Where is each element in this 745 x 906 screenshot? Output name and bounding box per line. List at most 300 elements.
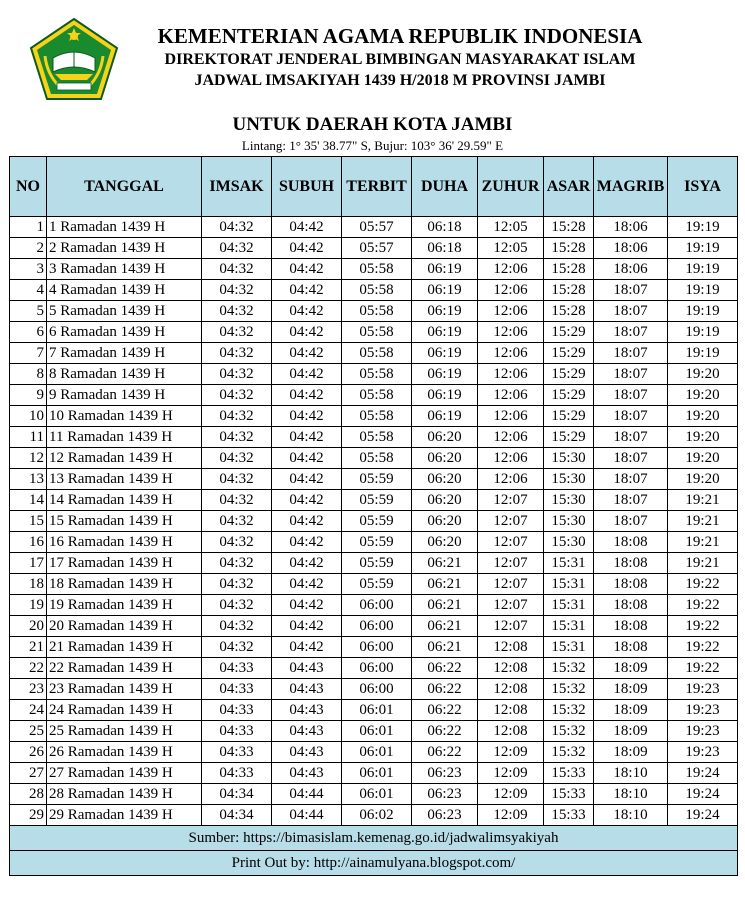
column-header: ZUHUR (478, 157, 544, 217)
table-cell: 04:42 (272, 259, 342, 280)
table-cell: 05:59 (342, 490, 412, 511)
table-cell: 04:42 (272, 301, 342, 322)
table-cell: 15:28 (544, 301, 594, 322)
table-cell: 10 (10, 406, 47, 427)
printout-note: Print Out by: http://ainamulyana.blogspot.com/ (10, 851, 738, 876)
table-cell: 18:08 (594, 532, 668, 553)
table-cell: 15:28 (544, 280, 594, 301)
table-cell: 04:44 (272, 784, 342, 805)
table-cell: 19:24 (668, 784, 738, 805)
table-cell: 19:21 (668, 511, 738, 532)
table-cell: 5 (10, 301, 47, 322)
table-cell: 12:06 (478, 427, 544, 448)
table-cell: 05:57 (342, 217, 412, 238)
table-cell: 18:07 (594, 364, 668, 385)
table-cell: 04:32 (202, 637, 272, 658)
table-cell: 12:06 (478, 406, 544, 427)
table-cell: 7 (10, 343, 47, 364)
table-cell: 23 Ramadan 1439 H (47, 679, 202, 700)
table-row (10, 805, 738, 826)
table-cell: 12:06 (478, 364, 544, 385)
table-cell: 04:43 (272, 700, 342, 721)
table-cell: 12:05 (478, 238, 544, 259)
table-row (10, 763, 738, 784)
table-cell: 06:19 (412, 406, 478, 427)
table-cell: 04:32 (202, 343, 272, 364)
table-cell: 04:33 (202, 658, 272, 679)
table-header-row (10, 157, 738, 217)
table-cell: 04:33 (202, 721, 272, 742)
table-cell: 04:32 (202, 532, 272, 553)
table-cell: 15:32 (544, 742, 594, 763)
table-cell: 18:07 (594, 385, 668, 406)
table-row (10, 364, 738, 385)
table-cell: 18 (10, 574, 47, 595)
table-cell: 06:00 (342, 679, 412, 700)
table-cell: 18:07 (594, 280, 668, 301)
column-header: DUHA (412, 157, 478, 217)
table-cell: 06:22 (412, 658, 478, 679)
table-cell: 04:32 (202, 427, 272, 448)
table-cell: 18:07 (594, 301, 668, 322)
table-cell: 06:20 (412, 532, 478, 553)
table-cell: 04:42 (272, 574, 342, 595)
table-cell: 05:58 (342, 385, 412, 406)
table-row (10, 406, 738, 427)
table-row (10, 658, 738, 679)
table-cell: 04:32 (202, 511, 272, 532)
table-cell: 18:09 (594, 700, 668, 721)
table-cell: 2 (10, 238, 47, 259)
table-cell: 9 (10, 385, 47, 406)
table-cell: 05:58 (342, 343, 412, 364)
table-cell: 04:32 (202, 238, 272, 259)
table-cell: 05:58 (342, 301, 412, 322)
table-cell: 11 Ramadan 1439 H (47, 427, 202, 448)
table-row (10, 469, 738, 490)
table-cell: 12:09 (478, 763, 544, 784)
table-row (10, 427, 738, 448)
table-cell: 19:19 (668, 301, 738, 322)
table-cell: 19:20 (668, 448, 738, 469)
table-cell: 06:01 (342, 700, 412, 721)
table-cell: 04:32 (202, 595, 272, 616)
table-cell: 04:33 (202, 700, 272, 721)
table-cell: 18:08 (594, 616, 668, 637)
table-cell: 12:07 (478, 595, 544, 616)
table-cell: 04:32 (202, 322, 272, 343)
table-cell: 5 Ramadan 1439 H (47, 301, 202, 322)
table-cell: 28 Ramadan 1439 H (47, 784, 202, 805)
table-cell: 19:20 (668, 364, 738, 385)
table-cell: 19:23 (668, 721, 738, 742)
directorate-title: DIREKTORAT JENDERAL BIMBINGAN MASYARAKAT ISLAM (164, 51, 636, 68)
table-cell: 24 (10, 700, 47, 721)
table-cell: 15:31 (544, 553, 594, 574)
table-cell: 12:09 (478, 805, 544, 826)
table-cell: 20 (10, 616, 47, 637)
table-cell: 04:32 (202, 259, 272, 280)
table-cell: 04:32 (202, 553, 272, 574)
table-cell: 18:08 (594, 595, 668, 616)
table-cell: 1 Ramadan 1439 H (47, 217, 202, 238)
table-cell: 18:07 (594, 448, 668, 469)
coordinates: Lintang: 1° 35' 38.77" S, Bujur: 103° 36' 29.59" E (241, 138, 504, 153)
table-cell: 04:34 (202, 784, 272, 805)
table-cell: 18:10 (594, 763, 668, 784)
table-cell: 04:42 (272, 532, 342, 553)
table-cell: 19:22 (668, 595, 738, 616)
table-cell: 15 (10, 511, 47, 532)
table-row (10, 574, 738, 595)
table-cell: 04:43 (272, 742, 342, 763)
table-cell: 06:20 (412, 448, 478, 469)
table-cell: 12:08 (478, 637, 544, 658)
table-cell: 05:59 (342, 511, 412, 532)
table-cell: 15:30 (544, 532, 594, 553)
table-cell: 05:59 (342, 469, 412, 490)
table-cell: 04:32 (202, 217, 272, 238)
table-cell: 4 Ramadan 1439 H (47, 280, 202, 301)
table-cell: 04:34 (202, 805, 272, 826)
table-cell: 06:01 (342, 742, 412, 763)
table-cell: 19:19 (668, 280, 738, 301)
table-cell: 04:42 (272, 406, 342, 427)
table-cell: 19:19 (668, 259, 738, 280)
table-cell: 04:32 (202, 490, 272, 511)
table-cell: 04:42 (272, 427, 342, 448)
table-cell: 15:29 (544, 385, 594, 406)
table-cell: 22 Ramadan 1439 H (47, 658, 202, 679)
table-cell: 12:07 (478, 490, 544, 511)
table-cell: 13 (10, 469, 47, 490)
kemenag-emblem-icon (27, 16, 121, 102)
table-cell: 18:08 (594, 553, 668, 574)
table-cell: 06:19 (412, 280, 478, 301)
table-cell: 15:30 (544, 469, 594, 490)
table-cell: 19:20 (668, 406, 738, 427)
table-cell: 18:06 (594, 238, 668, 259)
imsakiyah-table (9, 156, 738, 876)
table-cell: 06:02 (342, 805, 412, 826)
table-cell: 19:23 (668, 679, 738, 700)
table-row (10, 532, 738, 553)
table-cell: 12:06 (478, 343, 544, 364)
table-cell: 12:07 (478, 574, 544, 595)
column-header: IMSAK (202, 157, 272, 217)
table-cell: 15:29 (544, 364, 594, 385)
table-cell: 04:44 (272, 805, 342, 826)
table-cell: 12:07 (478, 511, 544, 532)
table-row (10, 616, 738, 637)
table-row (10, 700, 738, 721)
column-header: ISYA (668, 157, 738, 217)
table-cell: 18:07 (594, 322, 668, 343)
table-cell: 04:42 (272, 385, 342, 406)
table-cell: 18:10 (594, 784, 668, 805)
table-cell: 19:24 (668, 805, 738, 826)
table-row (10, 385, 738, 406)
table-cell: 12:08 (478, 679, 544, 700)
table-cell: 7 Ramadan 1439 H (47, 343, 202, 364)
table-cell: 04:42 (272, 637, 342, 658)
table-cell: 19:21 (668, 490, 738, 511)
table-cell: 05:58 (342, 427, 412, 448)
table-cell: 05:58 (342, 364, 412, 385)
table-row (10, 742, 738, 763)
table-cell: 04:32 (202, 448, 272, 469)
table-cell: 19 (10, 595, 47, 616)
table-cell: 19:22 (668, 574, 738, 595)
table-cell: 19:22 (668, 616, 738, 637)
table-cell: 10 Ramadan 1439 H (47, 406, 202, 427)
table-row (10, 490, 738, 511)
table-cell: 06:23 (412, 784, 478, 805)
table-cell: 06:19 (412, 364, 478, 385)
table-cell: 04:32 (202, 301, 272, 322)
column-header: TANGGAL (47, 157, 202, 217)
table-cell: 19:19 (668, 217, 738, 238)
column-header: TERBIT (342, 157, 412, 217)
table-cell: 12:09 (478, 784, 544, 805)
table-cell: 19:19 (668, 343, 738, 364)
table-cell: 04:32 (202, 364, 272, 385)
table-cell: 19:23 (668, 700, 738, 721)
table-cell: 15:32 (544, 700, 594, 721)
table-cell: 15:33 (544, 784, 594, 805)
table-cell: 15:28 (544, 259, 594, 280)
table-cell: 04:33 (202, 679, 272, 700)
table-cell: 05:59 (342, 574, 412, 595)
column-header: SUBUH (272, 157, 342, 217)
table-cell: 12:07 (478, 553, 544, 574)
table-cell: 11 (10, 427, 47, 448)
table-cell: 15:29 (544, 427, 594, 448)
table-cell: 06:23 (412, 805, 478, 826)
table-cell: 06:21 (412, 616, 478, 637)
table-cell: 18:08 (594, 637, 668, 658)
table-cell: 04:32 (202, 385, 272, 406)
table-cell: 05:59 (342, 532, 412, 553)
table-cell: 28 (10, 784, 47, 805)
table-cell: 04:42 (272, 490, 342, 511)
table-cell: 2 Ramadan 1439 H (47, 238, 202, 259)
column-header: MAGRIB (594, 157, 668, 217)
table-cell: 06:21 (412, 637, 478, 658)
table-cell: 06:19 (412, 322, 478, 343)
table-cell: 19:23 (668, 742, 738, 763)
table-cell: 3 Ramadan 1439 H (47, 259, 202, 280)
table-cell: 04:32 (202, 574, 272, 595)
table-cell: 15:32 (544, 721, 594, 742)
table-cell: 12:07 (478, 532, 544, 553)
table-cell: 25 (10, 721, 47, 742)
table-cell: 23 (10, 679, 47, 700)
table-cell: 15:31 (544, 595, 594, 616)
table-cell: 04:43 (272, 721, 342, 742)
table-cell: 04:32 (202, 406, 272, 427)
table-cell: 17 Ramadan 1439 H (47, 553, 202, 574)
table-cell: 15:28 (544, 238, 594, 259)
table-cell: 06:01 (342, 763, 412, 784)
table-cell: 15:32 (544, 679, 594, 700)
table-cell: 12:06 (478, 322, 544, 343)
table-cell: 19 Ramadan 1439 H (47, 595, 202, 616)
table-cell: 29 (10, 805, 47, 826)
table-cell: 16 Ramadan 1439 H (47, 532, 202, 553)
table-cell: 12:08 (478, 721, 544, 742)
table-cell: 15:29 (544, 343, 594, 364)
table-cell: 18:07 (594, 469, 668, 490)
table-cell: 15:29 (544, 406, 594, 427)
table-cell: 1 (10, 217, 47, 238)
table-cell: 06:19 (412, 343, 478, 364)
table-cell: 15:28 (544, 217, 594, 238)
table-cell: 06:19 (412, 301, 478, 322)
table-cell: 12:06 (478, 385, 544, 406)
table-cell: 19:21 (668, 553, 738, 574)
table-cell: 20 Ramadan 1439 H (47, 616, 202, 637)
table-cell: 05:57 (342, 238, 412, 259)
table-cell: 6 Ramadan 1439 H (47, 322, 202, 343)
table-cell: 05:58 (342, 448, 412, 469)
table-cell: 04:42 (272, 364, 342, 385)
table-cell: 26 (10, 742, 47, 763)
table-row (10, 721, 738, 742)
table-cell: 04:42 (272, 553, 342, 574)
table-cell: 04:32 (202, 469, 272, 490)
table-cell: 22 (10, 658, 47, 679)
table-cell: 19:22 (668, 658, 738, 679)
table-cell: 15:32 (544, 658, 594, 679)
table-cell: 19:24 (668, 763, 738, 784)
source-note: Sumber: https://bimasislam.kemenag.go.id/jadwalimsyakiyah (10, 826, 738, 851)
table-row (10, 595, 738, 616)
table-cell: 25 Ramadan 1439 H (47, 721, 202, 742)
table-row (10, 343, 738, 364)
table-cell: 18:06 (594, 259, 668, 280)
table-cell: 12:06 (478, 448, 544, 469)
table-cell: 24 Ramadan 1439 H (47, 700, 202, 721)
table-cell: 05:58 (342, 280, 412, 301)
table-cell: 21 (10, 637, 47, 658)
table-cell: 12:06 (478, 259, 544, 280)
table-cell: 12:07 (478, 616, 544, 637)
table-cell: 12:06 (478, 469, 544, 490)
table-cell: 12:08 (478, 700, 544, 721)
table-row (10, 238, 738, 259)
table-cell: 9 Ramadan 1439 H (47, 385, 202, 406)
table-cell: 14 (10, 490, 47, 511)
table-row (10, 259, 738, 280)
table-cell: 15 Ramadan 1439 H (47, 511, 202, 532)
table-cell: 12:05 (478, 217, 544, 238)
table-cell: 19:21 (668, 532, 738, 553)
table-cell: 19:20 (668, 385, 738, 406)
table-cell: 8 Ramadan 1439 H (47, 364, 202, 385)
table-cell: 18:09 (594, 679, 668, 700)
table-cell: 05:58 (342, 406, 412, 427)
table-cell: 04:33 (202, 742, 272, 763)
table-cell: 18:09 (594, 721, 668, 742)
table-cell: 18:07 (594, 406, 668, 427)
table-cell: 12:06 (478, 280, 544, 301)
table-cell: 18:09 (594, 658, 668, 679)
table-cell: 06:21 (412, 574, 478, 595)
table-cell: 18:07 (594, 343, 668, 364)
table-cell: 15:30 (544, 511, 594, 532)
table-cell: 05:59 (342, 553, 412, 574)
table-cell: 13 Ramadan 1439 H (47, 469, 202, 490)
table-cell: 05:58 (342, 259, 412, 280)
table-cell: 06:19 (412, 259, 478, 280)
table-cell: 15:33 (544, 763, 594, 784)
table-cell: 04:42 (272, 322, 342, 343)
table-cell: 18:07 (594, 511, 668, 532)
table-cell: 12:09 (478, 742, 544, 763)
table-cell: 26 Ramadan 1439 H (47, 742, 202, 763)
table-cell: 15:30 (544, 448, 594, 469)
table-cell: 15:30 (544, 490, 594, 511)
table-row (10, 280, 738, 301)
table-cell: 4 (10, 280, 47, 301)
table-cell: 06:00 (342, 616, 412, 637)
table-cell: 15:29 (544, 322, 594, 343)
table-cell: 14 Ramadan 1439 H (47, 490, 202, 511)
table-cell: 06:22 (412, 742, 478, 763)
table-cell: 18:06 (594, 217, 668, 238)
region-title: UNTUK DAERAH KOTA JAMBI (232, 114, 513, 135)
table-cell: 04:42 (272, 343, 342, 364)
table-cell: 06:00 (342, 637, 412, 658)
table-cell: 04:42 (272, 448, 342, 469)
table-cell: 8 (10, 364, 47, 385)
table-cell: 15:31 (544, 637, 594, 658)
table-cell: 04:42 (272, 469, 342, 490)
table-cell: 18 Ramadan 1439 H (47, 574, 202, 595)
table-cell: 06:22 (412, 679, 478, 700)
table-cell: 04:33 (202, 763, 272, 784)
table-cell: 04:43 (272, 763, 342, 784)
schedule-title: JADWAL IMSAKIYAH 1439 H/2018 M PROVINSI JAMBI (194, 72, 606, 89)
table-cell: 19:19 (668, 238, 738, 259)
table-cell: 06:18 (412, 238, 478, 259)
table-cell: 06:22 (412, 721, 478, 742)
table-cell: 12 Ramadan 1439 H (47, 448, 202, 469)
table-cell: 06:19 (412, 385, 478, 406)
table-cell: 15:31 (544, 616, 594, 637)
table-cell: 06:00 (342, 595, 412, 616)
table-cell: 06:00 (342, 658, 412, 679)
table-cell: 19:19 (668, 322, 738, 343)
table-cell: 27 Ramadan 1439 H (47, 763, 202, 784)
table-cell: 19:20 (668, 427, 738, 448)
table-cell: 04:42 (272, 217, 342, 238)
column-header: ASAR (544, 157, 594, 217)
table-cell: 27 (10, 763, 47, 784)
table-row (10, 511, 738, 532)
table-cell: 29 Ramadan 1439 H (47, 805, 202, 826)
table-cell: 04:42 (272, 595, 342, 616)
table-cell: 21 Ramadan 1439 H (47, 637, 202, 658)
table-row (10, 448, 738, 469)
table-cell: 05:58 (342, 322, 412, 343)
table-cell: 18:09 (594, 742, 668, 763)
table-cell: 04:32 (202, 616, 272, 637)
table-row (10, 322, 738, 343)
table-cell: 06:21 (412, 595, 478, 616)
table-cell: 6 (10, 322, 47, 343)
